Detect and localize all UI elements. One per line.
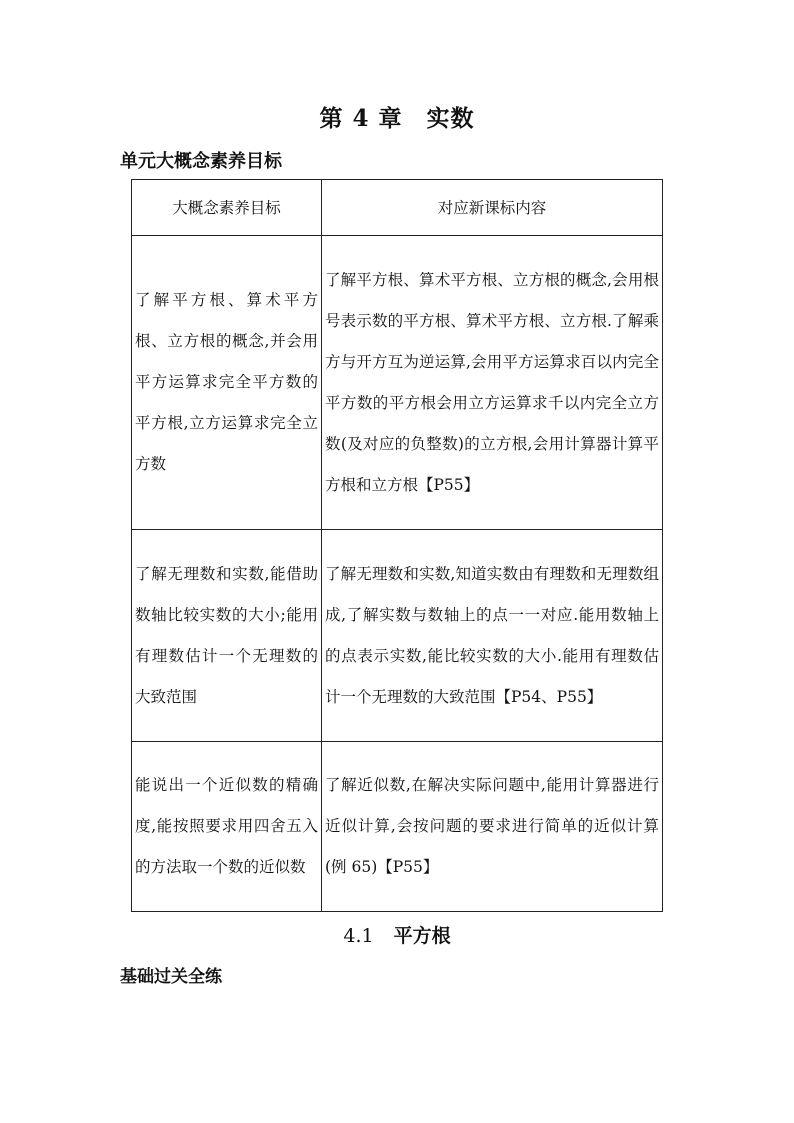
table-header-row <box>132 180 663 236</box>
goals-table <box>131 179 663 912</box>
standard-cell: 了解近似数,在解决实际问题中,能用计算器进行近似计算,会按问题的要求进行简单的近似计算(例 65)【P55】 <box>322 742 663 912</box>
table-row <box>132 742 663 912</box>
table-row <box>132 236 663 530</box>
goal-cell: 能说出一个近似数的精确度,能按照要求用四舍五入的方法取一个数的近似数 <box>132 742 322 912</box>
section-number: 4.1 <box>343 925 374 947</box>
chapter-title: 第 4 章 实数 <box>319 105 475 132</box>
header-standard: 对应新课标内容 <box>322 180 663 236</box>
header-goal: 大概念素养目标 <box>132 180 322 236</box>
unit-goals-heading: 单元大概念素养目标 <box>120 151 282 172</box>
goal-cell: 了解平方根、算术平方根、立方根的概念,并会用平方运算求完全平方数的平方根,立方运算求完全立方数 <box>132 236 322 530</box>
standard-cell: 了解无理数和实数,知道实数由有理数和无理数组成,了解实数与数轴上的点一一对应.能用数轴上的点表示实数,能比较实数的大小.能用有理数估计一个无理数的大致范围【P54、P55】 <box>322 530 663 742</box>
table-row <box>132 530 663 742</box>
section-title <box>0 921 794 948</box>
section-name: 平方根 <box>393 925 451 947</box>
goal-cell: 了解无理数和实数,能借助数轴比较实数的大小;能用有理数估计一个无理数的大致范围 <box>132 530 322 742</box>
practice-heading: 基础过关全练 <box>120 967 222 987</box>
standard-cell: 了解平方根、算术平方根、立方根的概念,会用根号表示数的平方根、算术平方根、立方根.了解乘方与开方互为逆运算,会用平方运算求百以内完全平方数的平方根会用立方运算求千以内完全立方数(及对应的负整数)的立方根,会用计算器计算平方根和立方根【P55】 <box>322 236 663 530</box>
